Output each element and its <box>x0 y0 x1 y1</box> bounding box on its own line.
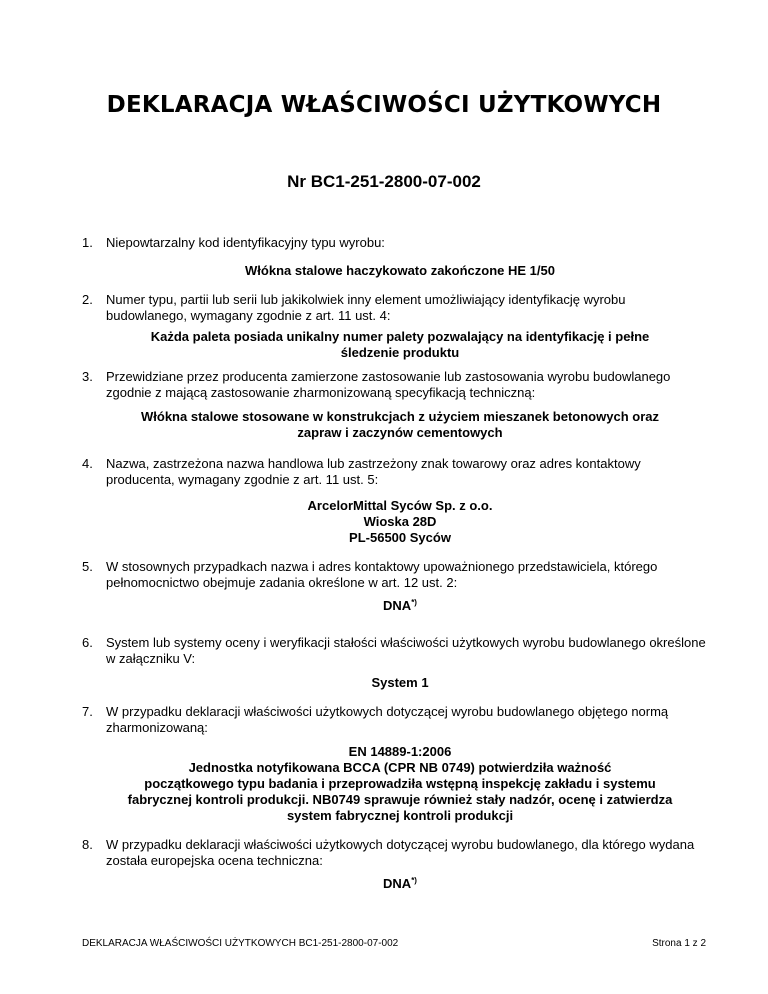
section-number: 8. <box>82 837 93 852</box>
document-number: Nr BC1-251-2800-07-002 <box>287 172 481 191</box>
section-number: 5. <box>82 559 93 574</box>
section-number: 1. <box>82 235 93 250</box>
answer-line: EN 14889-1:2006 <box>348 744 452 759</box>
footer-document-title: DEKLARACJA WŁAŚCIWOŚCI UŻYTKOWYCH BC1-251-2800-07-002 <box>82 938 399 949</box>
footer-page-number: Strona 1 z 2 <box>652 938 706 949</box>
answer-line: Włókna stalowe haczykowato zakończone HE 1/50 <box>245 263 555 278</box>
section-question: W przypadku deklaracji właściwości użytkowych dotyczącej wyrobu budowlanego, dla którego wydana została europejska ocena techniczna: <box>106 837 695 868</box>
section-number: 3. <box>82 369 93 384</box>
answer-line: Włókna stalowe stosowane w konstrukcjach z użyciem mieszanek betonowych oraz <box>141 409 659 424</box>
section-number: 6. <box>82 635 93 650</box>
answer-line: DNA <box>383 598 412 613</box>
section-question: W stosownych przypadkach nazwa i adres kontaktowy upoważnionego przedstawiciela, którego pełnomocnictwo obejmuje zadania określone w art. 12 ust. 2: <box>106 559 658 590</box>
answer-line: fabrycznej kontroli produkcji. NB0749 sprawuje również stały nadzór, ocenę i zatwierdza <box>127 792 673 807</box>
section-answer <box>90 675 710 691</box>
answer-line: System 1 <box>371 675 429 690</box>
section-answer <box>60 744 740 824</box>
section-question: Niepowtarzalny kod identyfikacyjny typu wyrobu: <box>106 235 385 250</box>
answer-line: ArcelorMittal Syców Sp. z o.o. <box>307 498 493 513</box>
section-question: System lub systemy oceny i weryfikacji stałości właściwości użytkowych wyrobu budowlanego określone w załączniku V: <box>106 635 706 666</box>
answer-line: system fabrycznej kontroli produkcji <box>286 808 514 823</box>
section-answer <box>90 498 710 546</box>
answer-line: DNA <box>383 876 412 891</box>
section-question: Przewidziane przez producenta zamierzone zastosowanie lub zastosowania wyrobu budowlanego zgodnie z mającą zastosowanie zharmonizowaną specyfikacją techniczną: <box>106 369 671 400</box>
footnote-marker: *) <box>411 876 417 885</box>
answer-line: PL-56500 Syców <box>349 530 451 545</box>
page-title: DEKLARACJA WŁAŚCIWOŚCI UŻYTKOWYCH <box>106 92 662 118</box>
section-number: 7. <box>82 704 93 719</box>
section-number: 4. <box>82 456 93 471</box>
section-question: Numer typu, partii lub serii lub jakikolwiek inny element umożliwiający identyfikację wyrobu budowlanego, wymagany zgodnie z art. 11 ust. 4: <box>106 292 626 323</box>
section-number: 2. <box>82 292 93 307</box>
section-question: W przypadku deklaracji właściwości użytkowych dotyczącej wyrobu budowlanego objętego normą zharmonizowaną: <box>106 704 669 735</box>
answer-line: śledzenie produktu <box>340 345 460 360</box>
footnote-marker: *) <box>411 598 417 607</box>
section-answer <box>90 598 710 614</box>
answer-line: Wioska 28D <box>363 514 437 529</box>
answer-line: zapraw i zaczynów cementowych <box>297 425 503 440</box>
answer-line: Jednostka notyfikowana BCCA (CPR NB 0749) potwierdziła ważność <box>188 760 612 775</box>
answer-line: początkowego typu badania i przeprowadziła wstępną inspekcję zakładu i systemu <box>144 776 656 791</box>
section-answer <box>90 876 710 892</box>
answer-line: Każda paleta posiada unikalny numer palety pozwalający na identyfikację i pełne <box>150 329 650 344</box>
section-answer <box>90 329 710 361</box>
section-question: Nazwa, zastrzeżona nazwa handlowa lub zastrzeżony znak towarowy oraz adres kontaktowy producenta, wymagany zgodnie z art. 11 ust. 5: <box>106 456 641 487</box>
section-answer <box>90 409 710 441</box>
section-answer <box>90 263 710 279</box>
